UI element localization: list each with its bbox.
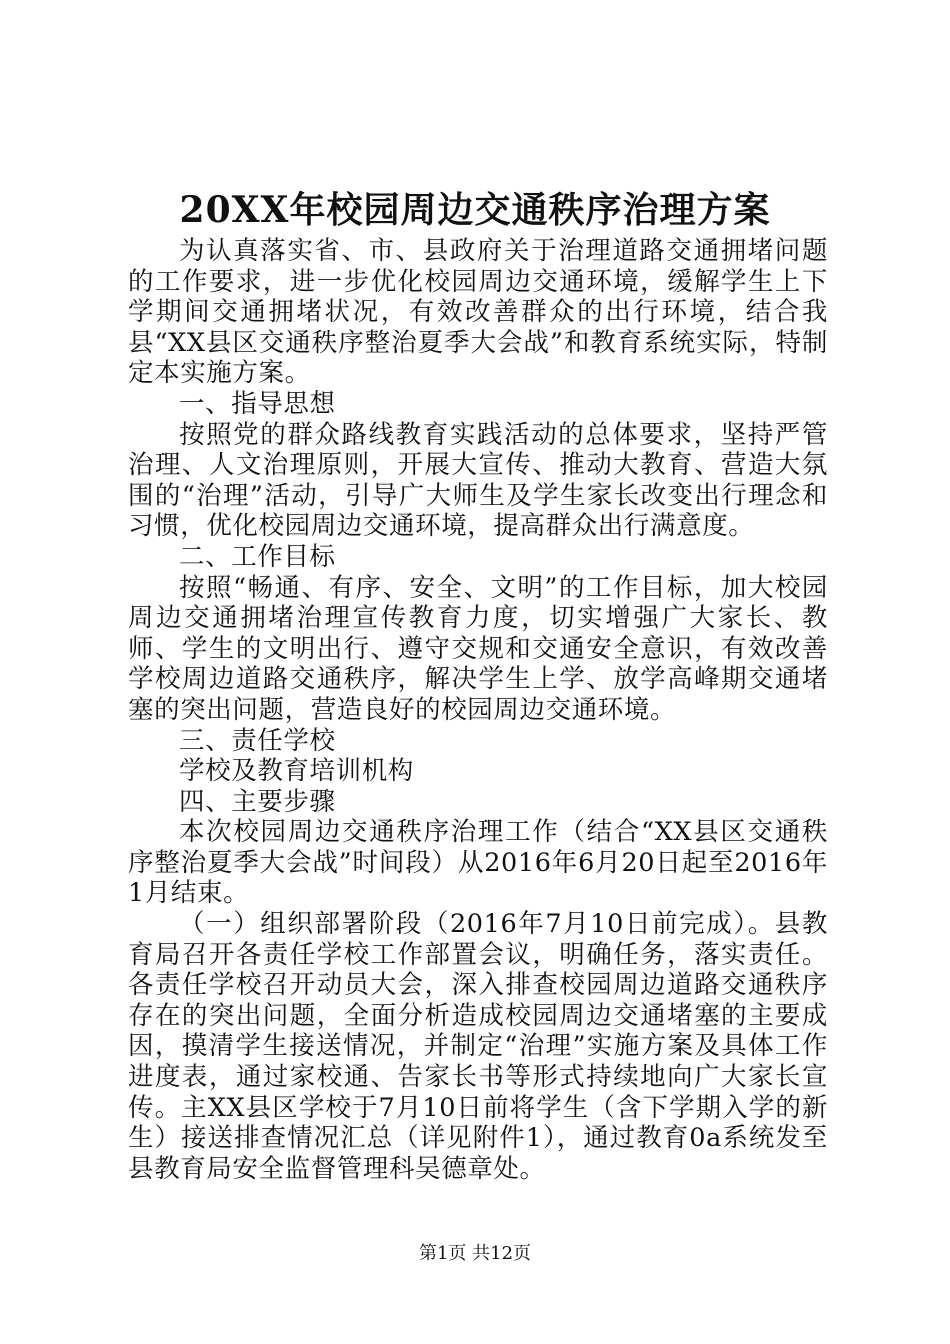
section-heading-1: 一、指导思想 [179, 388, 336, 419]
section-heading-3: 三、责任学校 [179, 725, 336, 756]
paragraph-guiding-thought: 按照党的群众路线教育实践活动的总体要求，坚持严管治理、人文治理原则，开展大宣传、推动大教育、营造大氛围的“治理”活动，引导广大师生及学生家长改变出行理念和习惯，优化校园周边交通环境，提高群众出行满意度。 [128, 419, 828, 542]
section-heading-2: 二、工作目标 [179, 541, 336, 572]
paragraph-work-goals: 按照“畅通、有序、安全、文明”的工作目标，加大校园周边交通拥堵治理宣传教育力度，切实增强广大家长、教师、学生的文明出行、遵守交规和交通安全意识，有效改善学校周边道路交通秩序，解决学生上学、放学高峰期交通堵塞的突出问题，营造良好的校园周边交通环境。 [128, 572, 828, 725]
paragraph-main-steps: 本次校园周边交通秩序治理工作（结合“XX县区交通秩序整治夏季大会战”时间段）从2016年6月20日起至2016年1月结束。 [128, 817, 828, 909]
document-title: 20XX年校园周边交通秩序治理方案 [179, 189, 771, 231]
section-heading-4: 四、主要步骤 [179, 786, 336, 817]
page-footer: 第1页 共12页 [418, 1243, 532, 1264]
document-body [128, 236, 828, 1184]
paragraph-responsible-schools: 学校及教育培训机构 [179, 756, 414, 787]
paragraph-intro: 为认真落实省、市、县政府关于治理道路交通拥堵问题的工作要求，进一步优化校园周边交通环境，缓解学生上下学期间交通拥堵状况，有效改善群众的出行环境，结合我县“XX县区交通秩序整治夏季大会战”和教育系统实际，特制定本实施方案。 [128, 236, 828, 389]
paragraph-stage-one: （一）组织部署阶段（2016年7月10日前完成）。县教育局召开各责任学校工作部置会议，明确任务，落实责任。各责任学校召开动员大会，深入排查校园周边道路交通秩序存在的突出问题，全面分析造成校园周边交通堵塞的主要成因，摸清学生接送情况，并制定“治理”实施方案及具体工作进度表，通过家校通、告家长书等形式持续地向广大家长宣传。主XX县区学校于7月10日前将学生（含下学期入学的新生）接送排查情况汇总（详见附件1），通过教育0a系统发至县教育局安全监督管理科吴德章处。 [128, 909, 828, 1184]
